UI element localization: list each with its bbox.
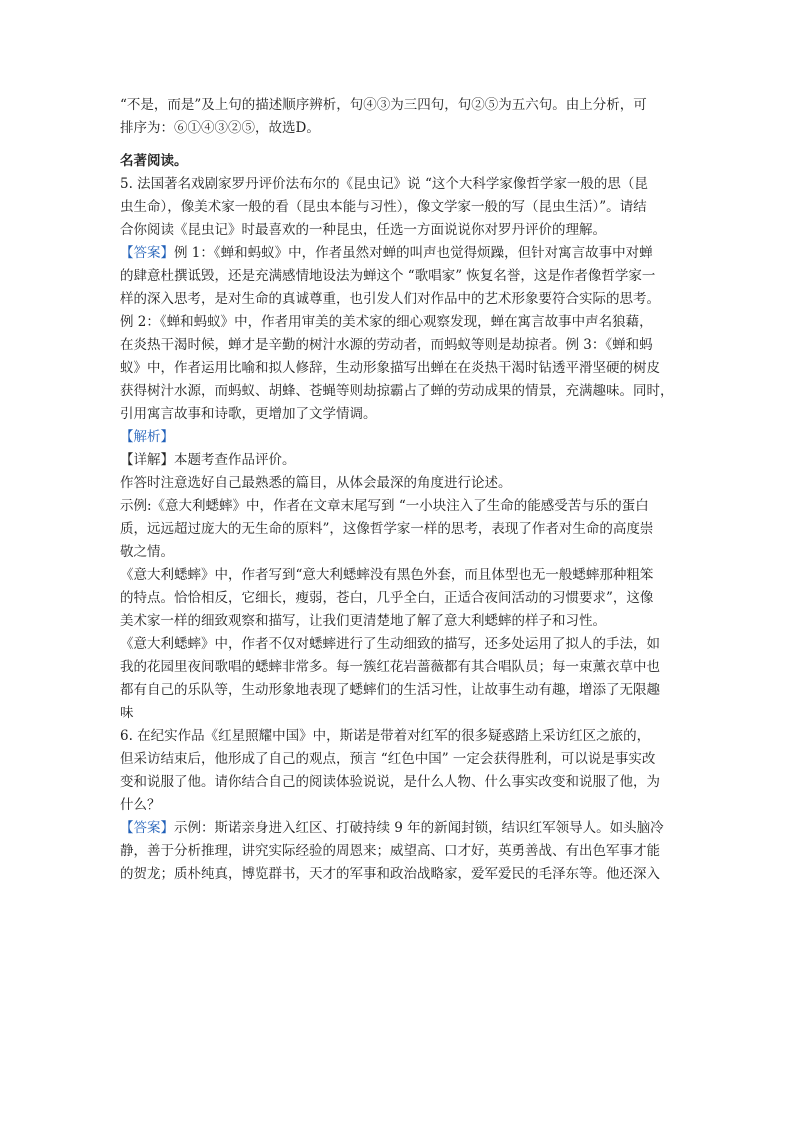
line-text: 味 [120, 705, 134, 721]
line-text: 虫生命），像美术家一般的看（昆虫本能与习性），像文学家一般的写（昆虫生活）”。请结 [120, 199, 647, 215]
text-line [120, 313, 680, 331]
text-line [120, 635, 680, 653]
line-text: 在炎热干渴时候，蝉才是辛勤的树汁水源的劳动者，而蚂蚁等则是劫掠者。例 3：《蝉和蚂 [120, 337, 653, 353]
text-line [120, 359, 680, 377]
line-text: 质，远远超过庞大的无生命的原料”，这像哲学家一样的思考，表现了作者对生命的高度崇 [120, 521, 654, 537]
line-text: 6. 在纪实作品《红星照耀中国》中，斯诺是带着对红军的很多疑惑踏上采访红区之旅的， [120, 728, 651, 744]
text-line [120, 865, 680, 883]
line-text: 示例：斯诺亲身进入红区、打破持续 9 年的新闻封锁，结识红军领导人。如头脑冷 [174, 820, 664, 836]
answer-label: 【答案】 [120, 245, 174, 261]
line-text: 本题考查作品评价。 [174, 452, 296, 468]
line-text: 敬之情。 [120, 544, 174, 560]
text-line [120, 566, 680, 584]
analysis-label [120, 428, 680, 446]
question-5 [120, 175, 680, 193]
text-line [120, 589, 680, 607]
text-line [120, 382, 680, 400]
question-6 [120, 727, 680, 745]
line-text: 什么？ [120, 797, 161, 813]
label-text: 【解析】 [120, 429, 174, 445]
line-text: 排序为：⑥①④③②⑤，故选D。 [120, 120, 320, 136]
text-line [120, 405, 680, 423]
answer-label: 【答案】 [120, 820, 174, 836]
text-line [120, 336, 680, 354]
text-line [120, 119, 680, 137]
text-line [120, 267, 680, 285]
text-line [120, 612, 680, 630]
answer-line [120, 819, 680, 837]
line-text: 样的深入思考，是对生命的真诚尊重，也引发人们对作品中的艺术形象要符合实际的思考。 [120, 291, 660, 307]
text-line [120, 681, 680, 699]
text-line [120, 96, 680, 114]
text-line [120, 221, 680, 239]
text-line [120, 543, 680, 561]
line-text: 我的花园里夜间歌唱的蟋蟀非常多。每一簇红花岩蔷薇都有其合唱队员；每一束薰衣草中也 [120, 659, 660, 675]
answer-line [120, 244, 680, 262]
text-line [120, 474, 680, 492]
line-text: 获得树汁水源，而蚂蚁、胡蜂、苍蝇等则劫掠霸占了蝉的劳动成果的情景，充满趣味。同时， [120, 383, 674, 399]
line-text: 静，善于分析推理，讲究实际经验的周恩来；威望高、口才好，英勇善战、有出色军事才能 [120, 843, 660, 859]
line-text: 的肆意杜撰诋毁，还是充满感情地设法为蝉这个 “歌唱家” 恢复名誉，这是作者像哲学家一 [120, 268, 656, 284]
line-text: 的特点。恰恰相反，它细长，瘦弱，苍白，几乎全白，正适合夜间活动的习惯要求”，这像 [120, 590, 654, 606]
line-text: 《意大利蟋蟀》中，作者不仅对蟋蟀进行了生动细致的描写，还多处运用了拟人的手法，如 [120, 636, 660, 652]
line-text: 例 2：《蝉和蚂蚁》中，作者用审美的美术家的细心观察发现，蝉在寓言故事中声名狼藉， [120, 314, 653, 330]
text-line [120, 198, 680, 216]
heading-text: 名著阅读。 [120, 153, 188, 169]
line-text: 作答时注意选好自己最熟悉的篇目，从体会最深的角度进行论述。 [120, 475, 512, 491]
line-text: 引用寓言故事和诗歌，更增加了文学情调。 [120, 406, 377, 422]
detail-label: 【详解】 [120, 452, 174, 468]
line-text: 5. 法国著名戏剧家罗丹评价法布尔的《昆虫记》说 “这个大科学家像哲学家一般的思（昆 [120, 176, 648, 192]
line-text: “不是，而是”及上句的描述顺序辨析，句④③为三四句，句②⑤为五六句。由上分析，可 [120, 97, 647, 113]
line-text: 变和说服了他。请你结合自己的阅读体验说说，是什么人物、什么事实改变和说服了他，为 [120, 774, 660, 790]
text-line [120, 773, 680, 791]
text-line [120, 842, 680, 860]
line-text: 都有自己的乐队等，生动形象地表现了蟋蟀们的生活习性，让故事生动有趣，增添了无限趣 [120, 682, 660, 698]
detail-line [120, 451, 680, 469]
text-line [120, 704, 680, 722]
text-line [120, 750, 680, 768]
line-text: 例 1：《蝉和蚂蚁》中，作者虽然对蝉的叫声也觉得烦躁，但针对寓言故事中对蝉 [174, 245, 653, 261]
line-text: 的贺龙；质朴纯真，博览群书，天才的军事和政治战略家，爱军爱民的毛泽东等。他还深入 [120, 866, 660, 882]
line-text: 蚁》中，作者运用比喻和拟人修辞，生动形象描写出蝉在在炎热干渴时钻透平滑坚硬的树皮 [120, 360, 660, 376]
text-line [120, 796, 680, 814]
text-line [120, 497, 680, 515]
line-text: 示例:《意大利蟋蟀》中，作者在文章末尾写到 “一小块注入了生命的能感受苦与乐的蛋白 [120, 498, 649, 514]
line-text: 《意大利蟋蟀》中，作者写到“意大利蟋蟀没有黑色外套，而且体型也无一般蟋蟀那种粗笨 [120, 567, 654, 583]
text-line [120, 658, 680, 676]
section-heading [120, 152, 680, 170]
line-text: 合你阅读《昆虫记》时最喜欢的一种昆虫，任选一方面说说你对罗丹评价的理解。 [120, 222, 606, 238]
line-text: 但采访结束后，他形成了自己的观点，预言 “红色中国” 一定会获得胜利，可以说是事实改 [120, 751, 656, 767]
text-line [120, 290, 680, 308]
text-line [120, 520, 680, 538]
line-text: 美术家一样的细致观察和描写，让我们更清楚地了解了意大利蟋蟀的样子和习性。 [120, 613, 606, 629]
